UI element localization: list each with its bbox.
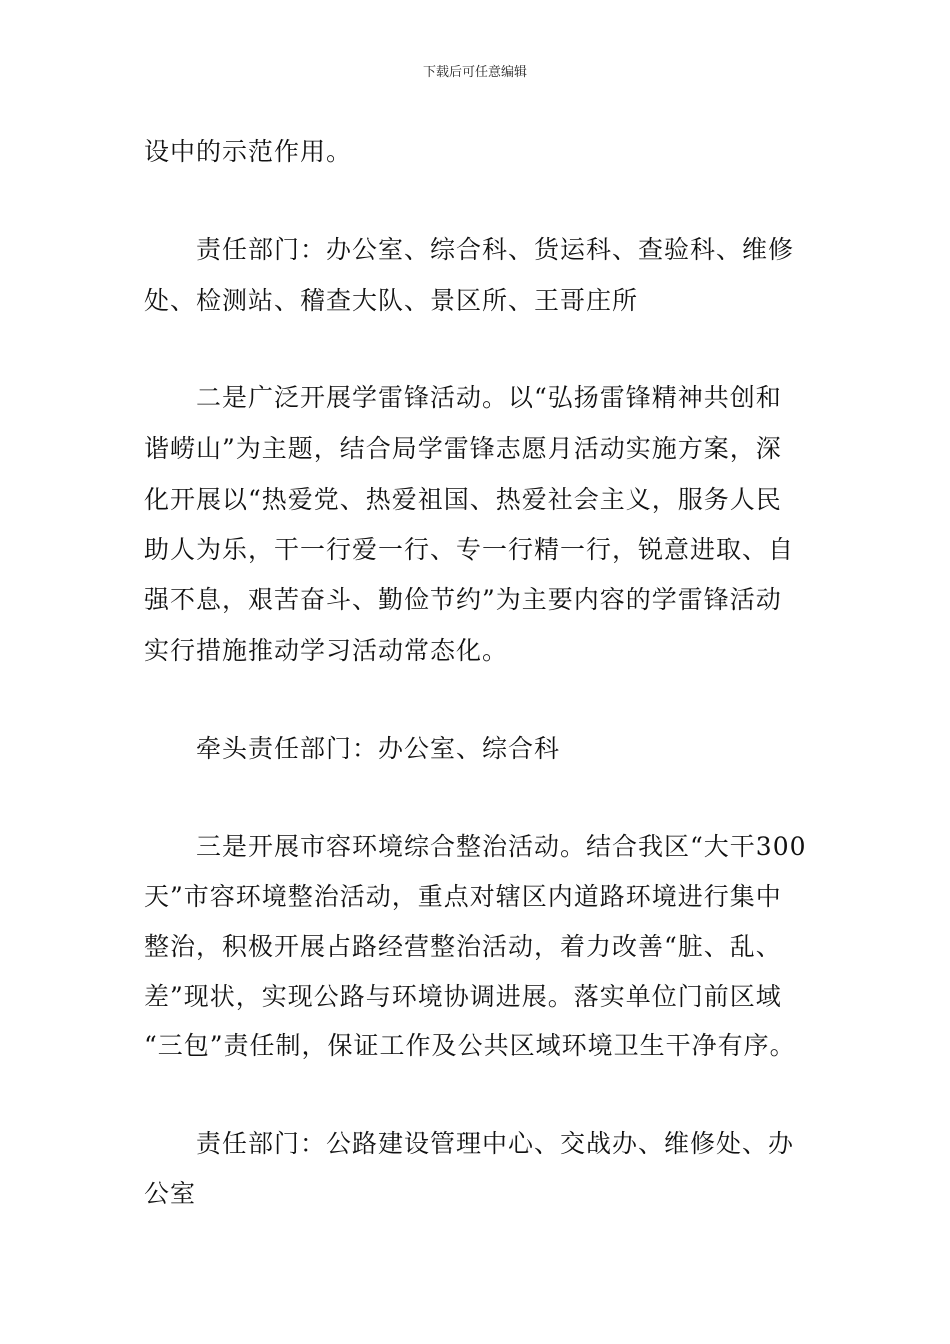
text-line: 实行措施推动学习活动常态化。 bbox=[144, 636, 509, 665]
text-line: 牵头责任部门：办公室、综合科 bbox=[196, 734, 561, 763]
text-line: 二是广泛开展学雷锋活动。以“弘扬雷锋精神共创和 bbox=[196, 383, 782, 412]
text-line: “三包”责任制，保证工作及公共区域环境卫生干净有序。 bbox=[144, 1031, 796, 1060]
page-header: 下载后可任意编辑 bbox=[422, 65, 527, 80]
text-line: 助人为乐，干一行爱一行、专一行精一行，锐意进取、自 bbox=[144, 535, 795, 564]
text-line: 差”现状，实现公路与环境协调进展。落实单位门前区域 bbox=[144, 982, 782, 1011]
text-line: 公室 bbox=[144, 1179, 197, 1208]
text-line: 化开展以“热爱党、热爱祖国、热爱社会主义，服务人民 bbox=[144, 485, 782, 514]
text-line: 处、检测站、稽查大队、景区所、王哥庄所 bbox=[144, 286, 639, 315]
text-line: 谐崂山”为主题，结合局学雷锋志愿月活动实施方案，深 bbox=[144, 434, 782, 463]
text-line: 整治，积极开展占路经营整治活动，着力改善“脏、乱、 bbox=[144, 932, 782, 961]
text-line: 三是开展市容环境综合整治活动。结合我区“大干300 bbox=[196, 832, 807, 861]
text-line: 设中的示范作用。 bbox=[144, 137, 353, 166]
text-line: 责任部门：公路建设管理中心、交战办、维修处、办 bbox=[196, 1129, 795, 1158]
text-line: 强不息，艰苦奋斗、勤俭节约”为主要内容的学雷锋活动 bbox=[144, 585, 782, 614]
text-line: 责任部门：办公室、综合科、货运科、查验科、维修 bbox=[196, 235, 795, 264]
text-line: 天”市容环境整治活动，重点对辖区内道路环境进行集中 bbox=[144, 882, 782, 911]
